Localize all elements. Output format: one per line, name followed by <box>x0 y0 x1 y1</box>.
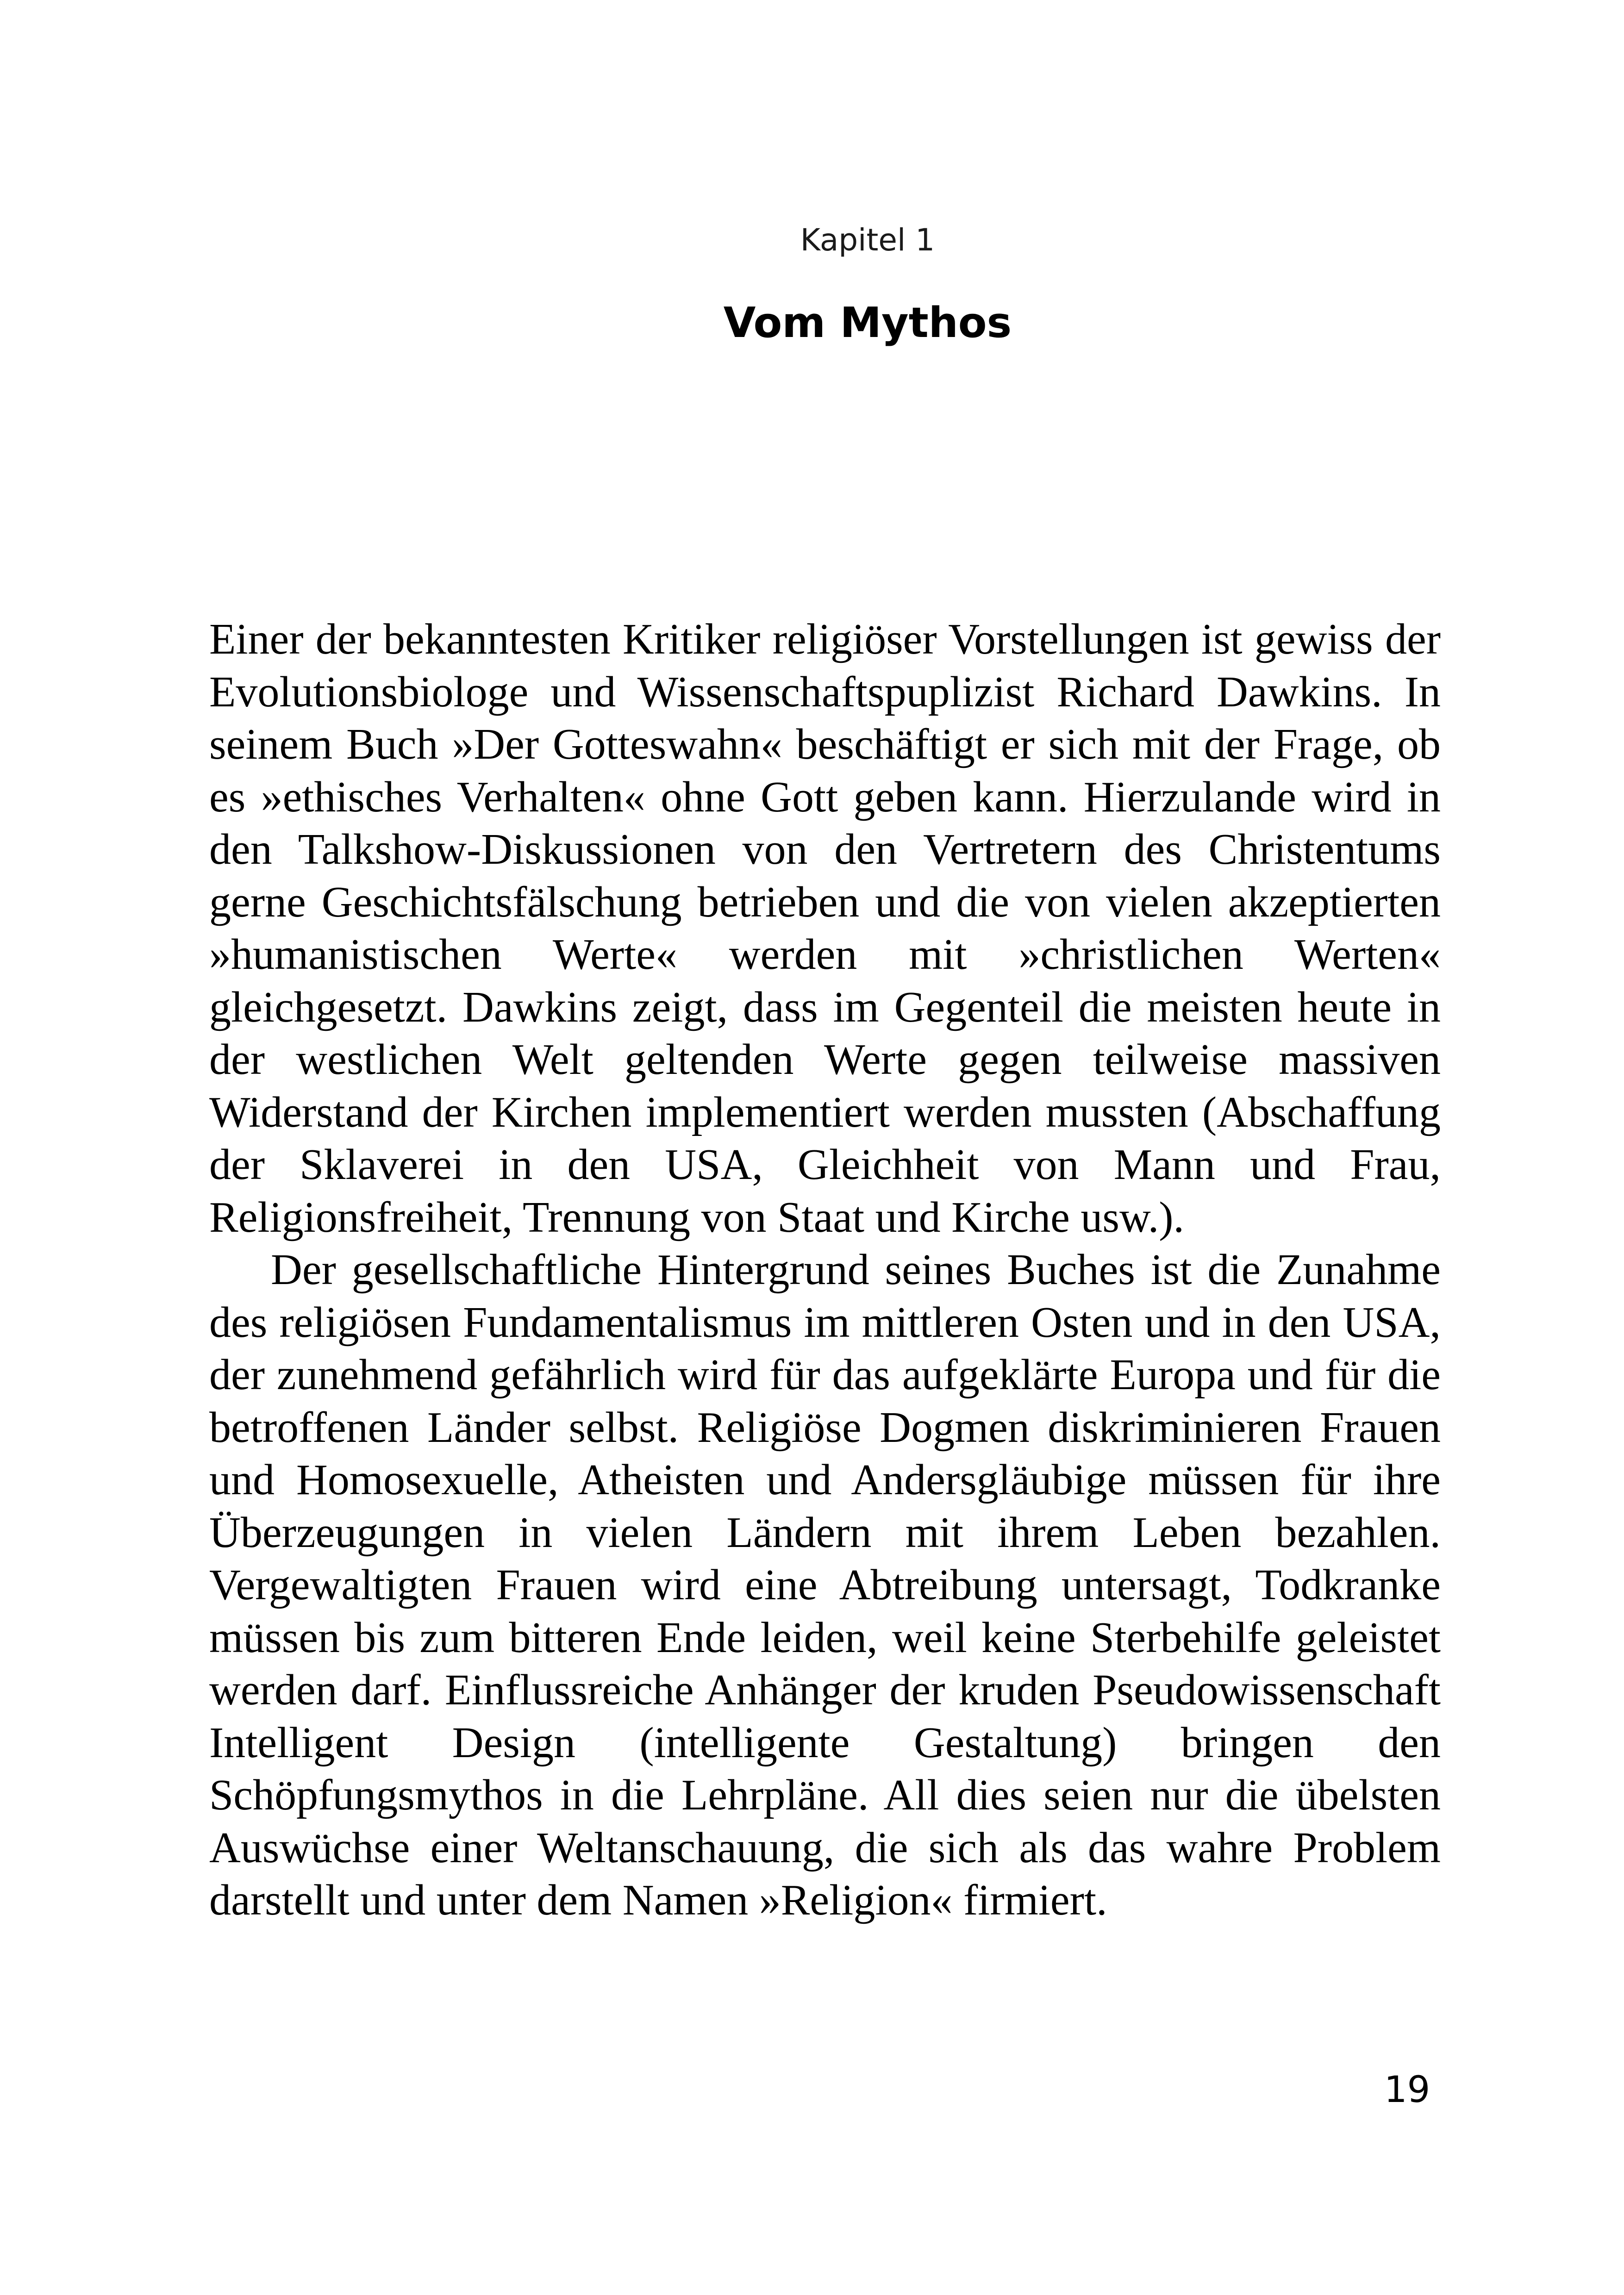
page-number: 19 <box>1384 2069 1430 2111</box>
chapter-label: Kapitel 1 <box>800 222 935 258</box>
body-text <box>209 613 1441 1927</box>
chapter-title: Vom Mythos <box>723 299 1012 347</box>
paragraph: Der gesellschaftliche Hintergrund seines Buches ist die Zunahme des religiösen Fundamentalismus im mittleren Osten und in den USA, der zunehmend gefährlich wird für das aufgeklärte Europa und für die betroffenen Länder selbst. Religiöse Dogmen diskriminieren Frauen und Homosexuelle, Atheisten und Andersgläubige müssen für ihre Überzeugungen in vielen Ländern mit ihrem Leben bezahlen. Vergewaltigten Frauen wird eine Abtreibung untersagt, Todkranke müssen bis zum bitteren Ende leiden, weil keine Sterbehilfe geleistet werden darf. Einflussreiche Anhänger der kruden Pseudowissenschaft Intelligent Design (intelligente Gestaltung) bringen den Schöpfungsmythos in die Lehrpläne. All dies seien nur die übelsten Auswüchse einer Weltanschauung, die sich als das wahre Problem darstellt und unter dem Namen »Religion« firmiert. <box>209 1246 1441 1924</box>
paragraph: Einer der bekanntesten Kritiker religiöser Vorstellungen ist gewiss der Evolutionsbiologe und Wissenschaftspuplizist Richard Dawkins. In seinem Buch »Der Gotteswahn« beschäftigt er sich mit der Frage, ob es »ethisches Verhalten« ohne Gott geben kann. Hierzulande wird in den Talkshow-Diskussionen von den Vertretern des Christentums gerne Geschichtsfälschung betrieben und die von vielen akzeptierten »humanistischen Werte« werden mit »christlichen Werten« gleichgesetzt. Dawkins zeigt, dass im Gegenteil die meisten heute in der westlichen Welt geltenden Werte gegen teilweise massiven Widerstand der Kirchen implementiert werden mussten (Abschaffung der Sklaverei in den USA, Gleichheit von Mann und Frau, Religionsfreiheit, Trennung von Staat und Kirche usw.). <box>209 615 1441 1241</box>
